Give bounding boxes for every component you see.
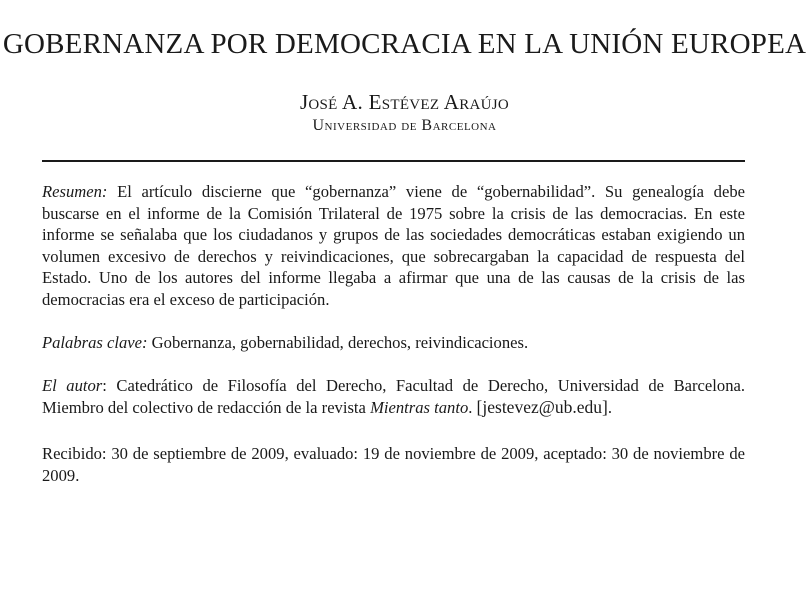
- keywords-label: Palabras clave:: [42, 333, 148, 352]
- abstract-label: Resumen:: [42, 182, 108, 201]
- article-title: GOBERNANZA POR DEMOCRACIA EN LA UNIÓN EUROPEA: [2, 28, 807, 60]
- received-dates: Recibido: 30 de septiembre de 2009, evaluado: 19 de noviembre de 2009, aceptado: 30 de noviembre de 2009.: [42, 444, 745, 485]
- journal-name: Mientras tanto: [370, 397, 469, 417]
- author-name: José A. Estévez Araújo: [299, 90, 510, 114]
- author-note-sep: .: [468, 397, 477, 417]
- keywords-paragraph: [42, 332, 745, 354]
- author-email: [jestevez@ub.edu]: [476, 396, 608, 417]
- author-affiliation: Universidad de Barcelona: [312, 117, 497, 134]
- keywords-text: Gobernanza, gobernabilidad, derechos, reivindicaciones.: [147, 333, 529, 352]
- abstract-paragraph: [42, 181, 745, 310]
- abstract-text: El artículo discierne que “gobernanza” viene de “gobernabilidad”. Su genealogía debe buscarse en el informe de la Comisión Trilateral de 1975 sobre la crisis de las democracias. En este informe se señalaba que los ciudadanos y grupos de las sociedades democráticas estaban exigiendo un volumen excesivo de derechos y reivindicaciones, que sobrecargaban la capacidad de respuesta del Estado. Uno de los autores del informe llegaba a afirmar que una de las causas de la crisis de las democracias era el exceso de participación.: [42, 182, 745, 309]
- author-note-end: .: [607, 397, 612, 417]
- author-note-paragraph: [42, 375, 745, 418]
- author-note-label: El autor: [42, 376, 103, 395]
- author-note-text: : Catedrático de Filosofía del Derecho, Facultad de Derecho, Universidad de Barcelona. Miembro del colectivo de redacción de la revista: [42, 376, 746, 417]
- header-divider: [42, 160, 745, 162]
